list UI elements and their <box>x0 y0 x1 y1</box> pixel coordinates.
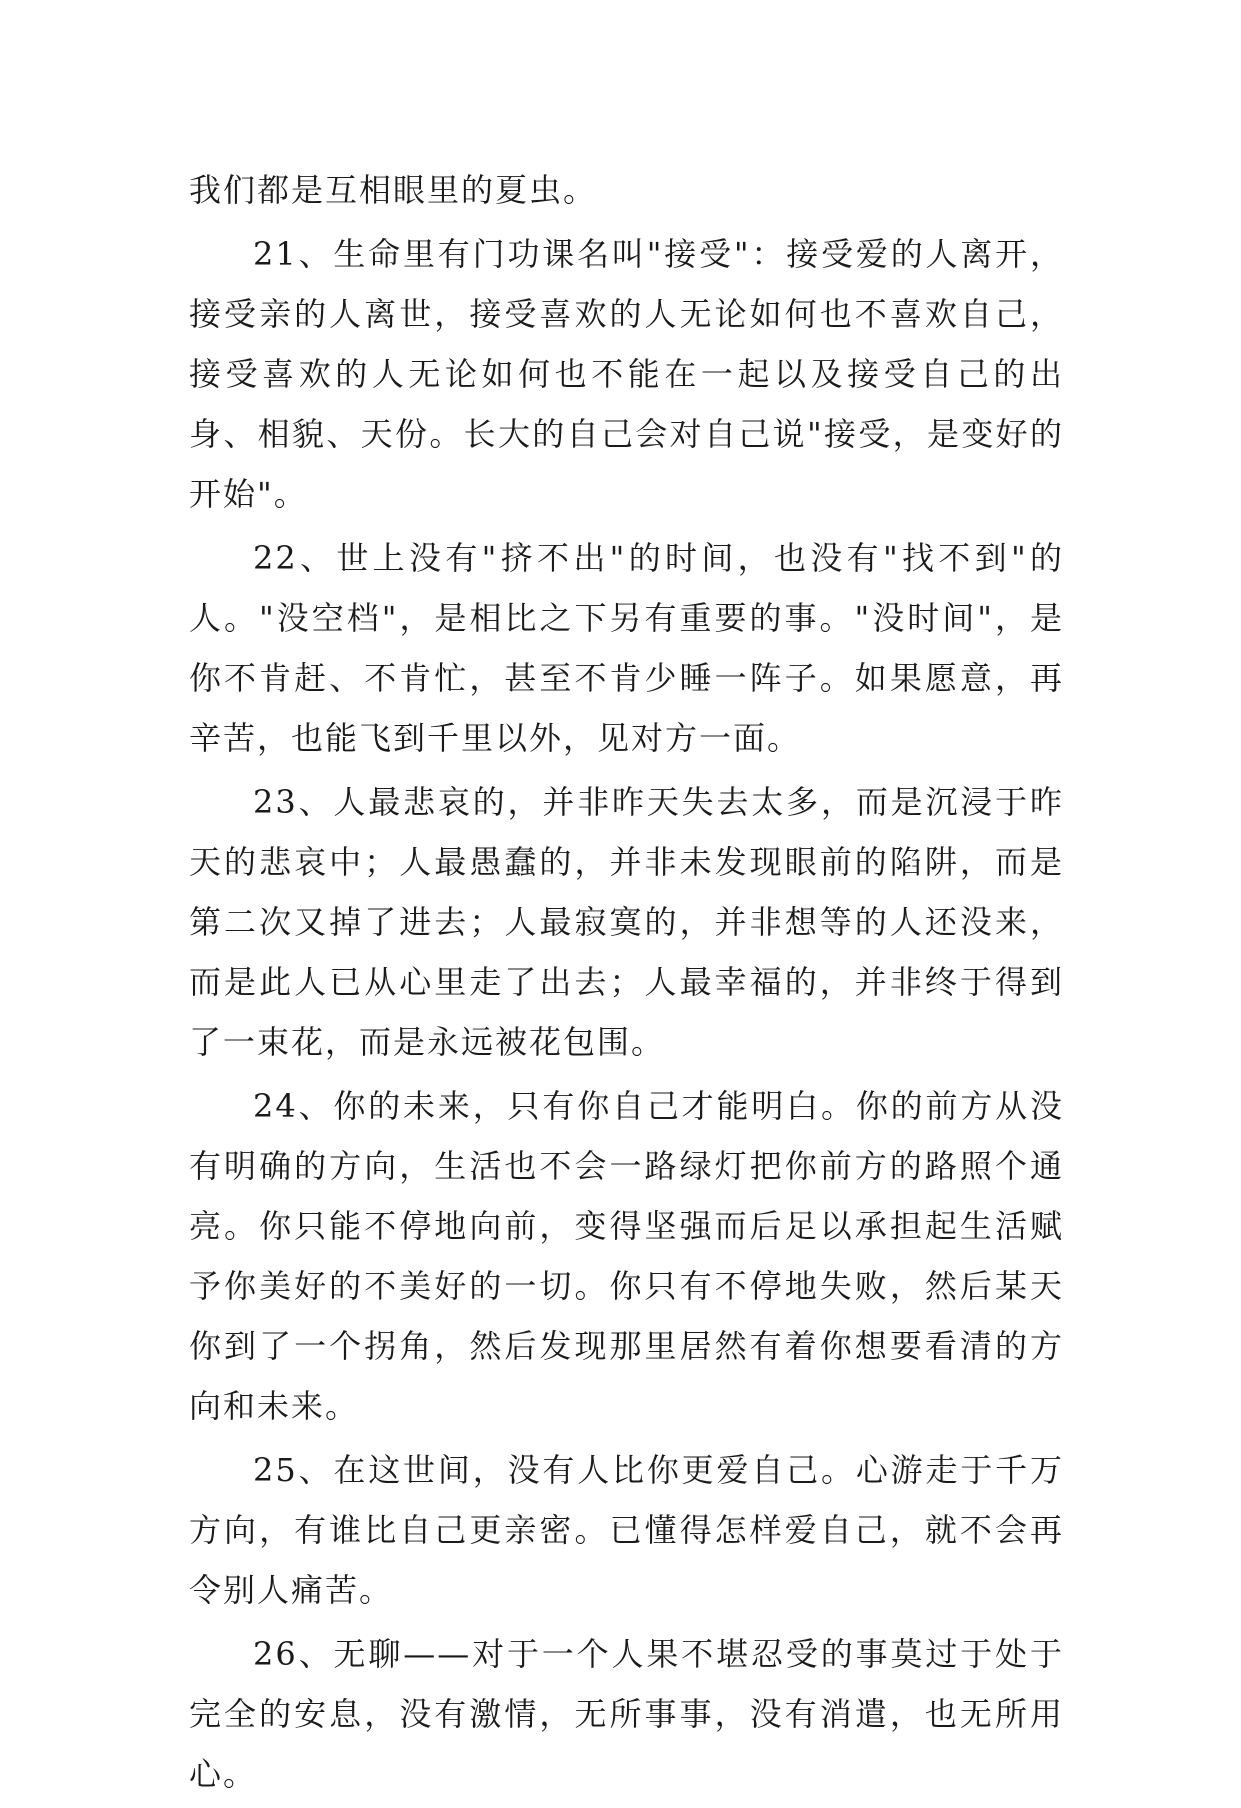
paragraph-23: 23、人最悲哀的，并非昨天失去太多，而是沉浸于昨天的悲哀中；人最愚蠢的，并非未发现眼前的陷阱，而是第二次又掉了进去；人最寂寞的，并非想等的人还没来，而是此人已从心里走了出去；人最幸福的，并非终于得到了一束花，而是永远被花包围。 <box>189 783 1064 1061</box>
paragraph-22: 22、世上没有"挤不出"的时间，也没有"找不到"的人。"没空档"，是相比之下另有重要的事。"没时间"，是你不肯赶、不肯忙，甚至不肯少睡一阵子。如果愿意，再辛苦，也能飞到千里以外，见对方一面。 <box>189 539 1064 757</box>
paragraph-continued: 我们都是互相眼里的夏虫。 <box>189 171 598 209</box>
paragraph-26: 26、无聊——对于一个人果不堪忍受的事莫过于处于完全的安息，没有激情，无所事事，没有消遣，也无所用心。 <box>189 1635 1064 1793</box>
paragraph-25: 25、在这世间，没有人比你更爱自己。心游走于千万方向，有谁比自己更亲密。已懂得怎样爱自己，就不会再令别人痛苦。 <box>189 1451 1064 1609</box>
document-body <box>189 160 1064 1808</box>
paragraph-21: 21、生命里有门功课名叫"接受"：接受爱的人离开，接受亲的人离世，接受喜欢的人无论如何也不喜欢自己，接受喜欢的人无论如何也不能在一起以及接受自己的出身、相貌、天份。长大的自己会对自己说"接受，是变好的开始"。 <box>189 235 1064 513</box>
paragraph-24: 24、你的未来，只有你自己才能明白。你的前方从没有明确的方向，生活也不会一路绿灯把你前方的路照个通亮。你只能不停地向前，变得坚强而后足以承担起生活赋予你美好的不美好的一切。你只有不停地失败，然后某天你到了一个拐角，然后发现那里居然有着你想要看清的方向和未来。 <box>189 1087 1064 1425</box>
